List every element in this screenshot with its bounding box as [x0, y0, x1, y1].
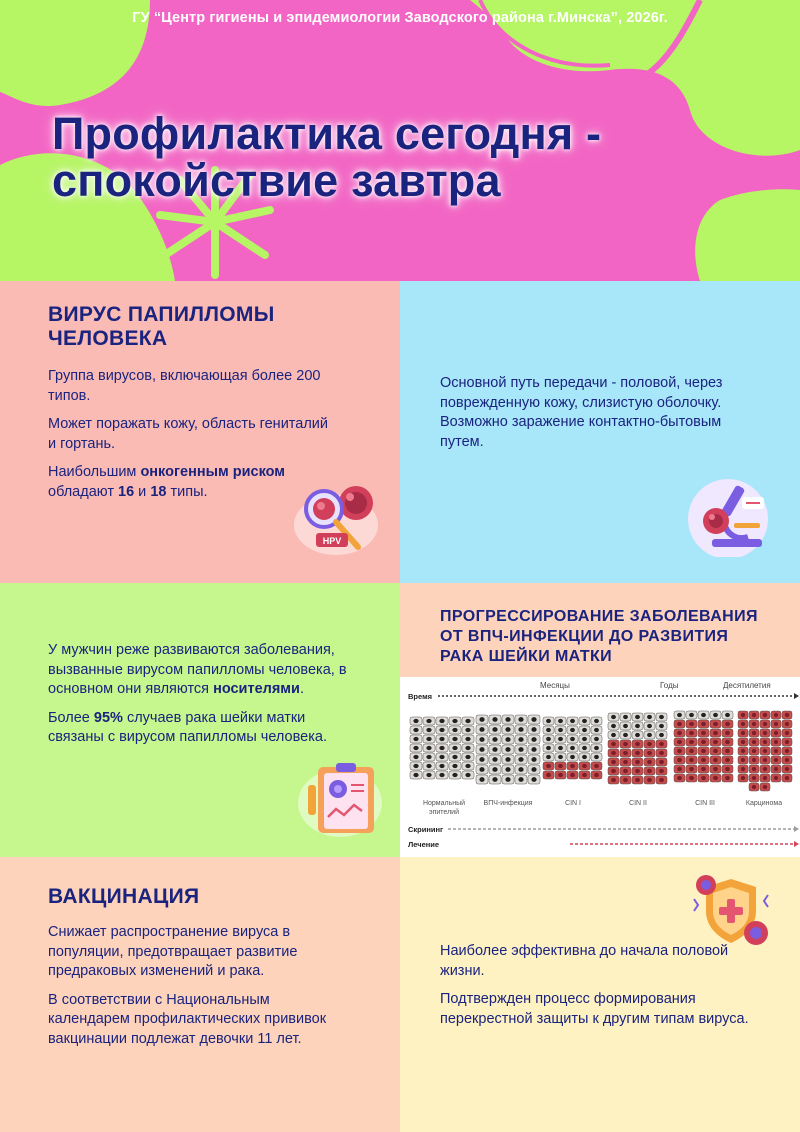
cell-nucleus	[518, 747, 523, 752]
cell-nucleus	[752, 776, 756, 780]
cell-nucleus	[413, 755, 418, 759]
stage-carcinoma-label: Карцинома	[745, 800, 783, 807]
hpv-section-title	[48, 303, 275, 351]
cell-nucleus	[558, 719, 563, 723]
effectiveness-text-block	[440, 942, 750, 1029]
cell-nucleus	[725, 758, 730, 762]
cell-nucleus	[785, 776, 789, 780]
cell-nucleus	[713, 767, 718, 771]
cell-nucleus	[439, 755, 444, 759]
type-18-highlight: 18	[150, 483, 167, 500]
cell-nucleus	[701, 776, 706, 780]
cell-nucleus	[546, 737, 551, 741]
transmission-text-block	[440, 374, 740, 452]
cell-nucleus	[413, 746, 418, 750]
cell-nucleus	[725, 749, 730, 753]
cell-nucleus	[774, 722, 778, 726]
cell-nucleus	[611, 751, 616, 755]
cell-nucleus	[505, 737, 510, 742]
cell-nucleus	[465, 773, 470, 777]
cell-nucleus	[452, 719, 457, 723]
men-paragraph-statistics: Более 95% случаев рака шейки матки связаны с вирусом папилломы человека.	[48, 709, 327, 745]
cell-nucleus	[741, 731, 745, 735]
screening-arrow	[794, 826, 799, 832]
cell-nucleus	[413, 737, 418, 741]
cell-nucleus	[785, 740, 789, 744]
cell-nucleus	[752, 713, 756, 717]
cell-nucleus	[505, 777, 510, 782]
cell-nucleus	[531, 727, 536, 732]
cell-nucleus	[582, 773, 587, 777]
cell-nucleus	[763, 731, 767, 735]
cell-nucleus	[479, 737, 484, 742]
treatment-label: Лечение	[408, 840, 440, 849]
cell-nucleus	[741, 740, 745, 744]
cell-nucleus	[763, 758, 767, 762]
cell-nucleus	[763, 740, 767, 744]
cell-nucleus	[647, 769, 652, 773]
stage-cin1-label: CIN I	[565, 800, 581, 807]
cell-nucleus	[570, 737, 575, 741]
stage-cin3-label: CIN III	[695, 800, 715, 807]
cell-nucleus	[623, 760, 628, 764]
cell-nucleus	[752, 749, 756, 753]
cell-nucleus	[659, 724, 664, 728]
cell-nucleus	[689, 740, 694, 744]
cell-nucleus	[546, 746, 551, 750]
cell-nucleus	[623, 751, 628, 755]
cell-nucleus	[752, 758, 756, 762]
organization-caption: ГУ “Центр гигиены и эпидемиологии Заводского района г.Минска”, 2026г.	[132, 10, 668, 26]
cell-nucleus	[774, 740, 778, 744]
cell-nucleus	[582, 719, 587, 723]
cell-nucleus	[647, 751, 652, 755]
cell-nucleus	[677, 749, 682, 753]
transmission-section	[400, 281, 800, 583]
cell-nucleus	[635, 760, 640, 764]
cell-nucleus	[594, 728, 599, 732]
cell-nucleus	[570, 764, 575, 768]
clipboard-report-icon	[296, 759, 386, 839]
cell-nucleus	[413, 773, 418, 777]
cell-nucleus	[701, 740, 706, 744]
men-text-block	[48, 641, 348, 748]
vaccination-paragraph-calendar: В соответствии с Национальным календарем профилактических прививок вакцинации подлежат девочки 11 лет.	[48, 991, 327, 1047]
cell-nucleus	[582, 737, 587, 741]
cell-nucleus	[635, 742, 640, 746]
time-axis-label: Время	[408, 692, 432, 701]
cell-nucleus	[594, 737, 599, 741]
cell-nucleus	[763, 713, 767, 717]
cell-nucleus	[505, 747, 510, 752]
microscope-icon	[684, 475, 776, 557]
cell-nucleus	[659, 715, 664, 719]
cell-nucleus	[546, 773, 551, 777]
cell-nucleus	[505, 727, 510, 732]
cell-nucleus	[647, 778, 652, 782]
cell-nucleus	[689, 767, 694, 771]
cell-nucleus	[725, 722, 730, 726]
cell-nucleus	[623, 724, 628, 728]
progression-title	[440, 607, 758, 667]
cell-nucleus	[677, 767, 682, 771]
cell-nucleus	[689, 758, 694, 762]
cell-nucleus	[677, 731, 682, 735]
cell-nucleus	[763, 749, 767, 753]
cell-nucleus	[677, 776, 682, 780]
page-title-line-1: Профилактика сегодня -	[52, 108, 602, 159]
hpv-paragraph-areas: Может поражать кожу, область гениталий и гортань.	[48, 416, 328, 452]
hpv-title-line-2: ЧЕЛОВЕКА	[48, 327, 168, 350]
disease-progression-section	[400, 583, 800, 857]
cell-nucleus	[439, 737, 444, 741]
cell-nucleus	[659, 769, 664, 773]
cell-nucleus	[452, 755, 457, 759]
cell-nucleus	[570, 719, 575, 723]
cell-nucleus	[774, 713, 778, 717]
cell-nucleus	[582, 764, 587, 768]
cell-nucleus	[725, 731, 730, 735]
cell-nucleus	[623, 769, 628, 773]
cell-nucleus	[774, 767, 778, 771]
cell-nucleus	[426, 719, 431, 723]
cell-nucleus	[426, 737, 431, 741]
cell-nucleus	[492, 767, 497, 772]
cell-nucleus	[774, 776, 778, 780]
carriers-highlight: носителями	[213, 681, 300, 697]
cell-nucleus	[785, 767, 789, 771]
hpv-magnifier-icon	[292, 481, 384, 561]
oncogenic-risk-highlight: онкогенным риском	[140, 464, 286, 480]
cell-nucleus	[492, 747, 497, 752]
cell-nucleus	[774, 731, 778, 735]
months-label: Месяцы	[540, 681, 570, 690]
cell-nucleus	[647, 742, 652, 746]
cell-nucleus	[647, 715, 652, 719]
cell-nucleus	[623, 742, 628, 746]
cell-nucleus	[531, 777, 536, 782]
cell-nucleus	[611, 742, 616, 746]
hpv-paragraph-risk: Наибольшим онкогенным риском обладают 16 и 18 типы.	[48, 464, 286, 500]
screening-label: Скрининг	[408, 825, 444, 834]
percent-highlight: 95%	[93, 709, 123, 726]
cell-nucleus	[725, 776, 730, 780]
cell-nucleus	[492, 737, 497, 742]
cell-nucleus	[623, 715, 628, 719]
cell-nucleus	[763, 767, 767, 771]
cell-nucleus	[689, 731, 694, 735]
cell-nucleus	[531, 717, 536, 722]
vaccine-effectiveness-section	[400, 857, 800, 1132]
page-title	[52, 110, 601, 204]
effectiveness-paragraph-timing: Наиболее эффективна до начала половой жизни.	[440, 943, 729, 979]
cell-nucleus	[659, 733, 664, 737]
hpv-paragraph-types: Группа вирусов, включающая более 200 типов.	[48, 368, 321, 404]
vaccination-paragraph-benefits: Снижает распространение вируса в популяции, предотвращает развитие предраковых изменений и рака.	[48, 924, 298, 979]
cell-nucleus	[531, 767, 536, 772]
cell-nucleus	[635, 778, 640, 782]
cell-nucleus	[452, 737, 457, 741]
cell-nucleus	[741, 749, 745, 753]
cell-nucleus	[774, 749, 778, 753]
cell-nucleus	[701, 767, 706, 771]
cell-nucleus	[647, 724, 652, 728]
cell-nucleus	[785, 749, 789, 753]
cell-nucleus	[452, 773, 457, 777]
cell-nucleus	[594, 746, 599, 750]
cell-nucleus	[531, 757, 536, 762]
cell-nucleus	[546, 719, 551, 723]
cell-nucleus	[465, 755, 470, 759]
cell-nucleus	[439, 719, 444, 723]
stage-normal-label-line-2: эпителий	[429, 809, 459, 816]
cell-nucleus	[741, 776, 745, 780]
cell-nucleus	[439, 764, 444, 768]
cell-nucleus	[752, 767, 756, 771]
cell-nucleus	[531, 747, 536, 752]
cell-nucleus	[518, 737, 523, 742]
cell-nucleus	[582, 746, 587, 750]
vaccination-title: ВАКЦИНАЦИЯ	[48, 885, 200, 908]
progression-title-line-1: ПРОГРЕССИРОВАНИЕ ЗАБОЛЕВАНИЯ	[440, 608, 758, 625]
cell-nucleus	[725, 713, 730, 717]
cell-nucleus	[492, 727, 497, 732]
cell-nucleus	[426, 728, 431, 732]
cell-nucleus	[701, 749, 706, 753]
cell-nucleus	[518, 757, 523, 762]
cell-nucleus	[452, 746, 457, 750]
cell-nucleus	[426, 755, 431, 759]
cell-nucleus	[611, 733, 616, 737]
cell-nucleus	[570, 773, 575, 777]
cell-nucleus	[518, 767, 523, 772]
cell-nucleus	[558, 737, 563, 741]
epithelium-cells	[410, 711, 792, 791]
cell-nucleus	[741, 758, 745, 762]
cell-nucleus	[465, 746, 470, 750]
cell-nucleus	[413, 728, 418, 732]
cell-nucleus	[713, 722, 718, 726]
cell-nucleus	[677, 722, 682, 726]
cell-nucleus	[635, 733, 640, 737]
type-16-highlight: 16	[118, 483, 135, 500]
cell-nucleus	[518, 717, 523, 722]
cell-nucleus	[785, 722, 789, 726]
cell-nucleus	[713, 758, 718, 762]
cell-nucleus	[763, 776, 767, 780]
hpv-title-line-1: ВИРУС ПАПИЛЛОМЫ	[48, 303, 275, 326]
cell-nucleus	[647, 760, 652, 764]
cell-nucleus	[570, 755, 575, 759]
cell-nucleus	[439, 773, 444, 777]
progression-diagram	[400, 677, 800, 857]
cell-nucleus	[439, 728, 444, 732]
progression-title-line-2: ОТ ВПЧ-ИНФЕКЦИИ ДО РАЗВИТИЯ	[440, 628, 729, 645]
cell-nucleus	[677, 740, 682, 744]
cell-nucleus	[659, 760, 664, 764]
cell-nucleus	[774, 758, 778, 762]
cell-nucleus	[623, 778, 628, 782]
hpv-info-section	[0, 281, 400, 583]
page-title-line-2: спокойствие завтра	[52, 155, 501, 206]
cell-nucleus	[701, 713, 706, 717]
cell-nucleus	[701, 731, 706, 735]
cell-nucleus	[505, 717, 510, 722]
cell-nucleus	[611, 769, 616, 773]
cell-nucleus	[479, 767, 484, 772]
cell-nucleus	[465, 719, 470, 723]
progression-title-line-3: РАКА ШЕЙКИ МАТКИ	[440, 648, 613, 665]
cell-nucleus	[479, 777, 484, 782]
cell-nucleus	[659, 778, 664, 782]
cell-nucleus	[546, 755, 551, 759]
cell-nucleus	[659, 742, 664, 746]
cell-nucleus	[492, 757, 497, 762]
cell-nucleus	[713, 776, 718, 780]
cell-nucleus	[752, 785, 756, 789]
vaccination-text-block	[48, 923, 338, 1049]
cell-nucleus	[623, 733, 628, 737]
cell-nucleus	[713, 749, 718, 753]
cell-nucleus	[725, 740, 730, 744]
cell-nucleus	[479, 717, 484, 722]
cell-nucleus	[426, 764, 431, 768]
cell-nucleus	[518, 777, 523, 782]
cell-nucleus	[785, 713, 789, 717]
cell-nucleus	[531, 737, 536, 742]
cell-nucleus	[413, 719, 418, 723]
cell-nucleus	[570, 746, 575, 750]
cell-nucleus	[558, 728, 563, 732]
cell-nucleus	[452, 728, 457, 732]
time-axis-arrow	[794, 693, 799, 699]
cell-nucleus	[611, 778, 616, 782]
cell-nucleus	[713, 713, 718, 717]
cell-nucleus	[611, 760, 616, 764]
decades-label: Десятилетия	[723, 681, 771, 690]
vaccination-section	[0, 857, 400, 1132]
cell-nucleus	[582, 755, 587, 759]
cell-nucleus	[452, 764, 457, 768]
cell-nucleus	[570, 728, 575, 732]
years-label: Годы	[660, 681, 679, 690]
cell-nucleus	[505, 767, 510, 772]
stage-normal-label-line-1: Нормальный	[422, 800, 466, 807]
cell-nucleus	[465, 728, 470, 732]
cell-nucleus	[635, 769, 640, 773]
cell-nucleus	[763, 785, 767, 789]
transmission-text: Основной путь передачи - половой, через поврежденную кожу, слизистую оболочку. Возможно заражение контактно-бытовым путем.	[440, 375, 723, 450]
cell-nucleus	[752, 722, 756, 726]
cell-nucleus	[582, 728, 587, 732]
cell-nucleus	[518, 727, 523, 732]
cell-nucleus	[505, 757, 510, 762]
cell-nucleus	[785, 731, 789, 735]
cell-nucleus	[635, 724, 640, 728]
cell-nucleus	[647, 733, 652, 737]
cell-nucleus	[752, 740, 756, 744]
cell-nucleus	[741, 713, 745, 717]
stage-cin2-label: CIN II	[629, 800, 647, 807]
men-carriers-section	[0, 583, 400, 857]
hpv-icon-label: HPV	[322, 536, 342, 546]
cell-nucleus	[659, 751, 664, 755]
cell-nucleus	[677, 713, 682, 717]
cell-nucleus	[689, 776, 694, 780]
cell-nucleus	[594, 719, 599, 723]
cell-nucleus	[492, 717, 497, 722]
cell-nucleus	[492, 777, 497, 782]
cell-nucleus	[701, 758, 706, 762]
cell-nucleus	[635, 751, 640, 755]
cell-nucleus	[713, 731, 718, 735]
cell-nucleus	[413, 764, 418, 768]
stage-hpv-infection-label: ВПЧ-инфекция	[483, 800, 533, 807]
shield-protection-icon	[686, 871, 776, 953]
cell-nucleus	[689, 749, 694, 753]
cell-nucleus	[479, 727, 484, 732]
cell-nucleus	[677, 758, 682, 762]
cell-nucleus	[611, 724, 616, 728]
cell-nucleus	[594, 773, 599, 777]
cell-nucleus	[594, 764, 599, 768]
cell-nucleus	[479, 757, 484, 762]
men-paragraph-carriers: У мужчин реже развиваются заболевания, вызванные вирусом папилломы человека, в основном они являются носителями.	[48, 642, 347, 697]
cell-nucleus	[741, 722, 745, 726]
effectiveness-paragraph-cross-protection: Подтвержден процесс формирования перекрестной защиты к другим типам вируса.	[440, 991, 749, 1027]
cell-nucleus	[763, 722, 767, 726]
cell-nucleus	[558, 773, 563, 777]
cell-nucleus	[725, 767, 730, 771]
cell-nucleus	[426, 746, 431, 750]
cell-nucleus	[465, 737, 470, 741]
cell-nucleus	[752, 731, 756, 735]
cell-nucleus	[594, 755, 599, 759]
cell-nucleus	[713, 740, 718, 744]
cell-nucleus	[546, 728, 551, 732]
cell-nucleus	[741, 767, 745, 771]
cell-nucleus	[611, 715, 616, 719]
cell-nucleus	[635, 715, 640, 719]
treatment-arrow	[794, 841, 799, 847]
cell-nucleus	[465, 764, 470, 768]
header-banner	[0, 0, 800, 281]
cell-nucleus	[426, 773, 431, 777]
cell-nucleus	[785, 758, 789, 762]
cell-nucleus	[546, 764, 551, 768]
cell-nucleus	[479, 747, 484, 752]
cell-nucleus	[689, 722, 694, 726]
cell-nucleus	[558, 764, 563, 768]
cell-nucleus	[689, 713, 694, 717]
cell-nucleus	[558, 746, 563, 750]
cell-nucleus	[439, 746, 444, 750]
cell-nucleus	[558, 755, 563, 759]
cell-nucleus	[701, 722, 706, 726]
